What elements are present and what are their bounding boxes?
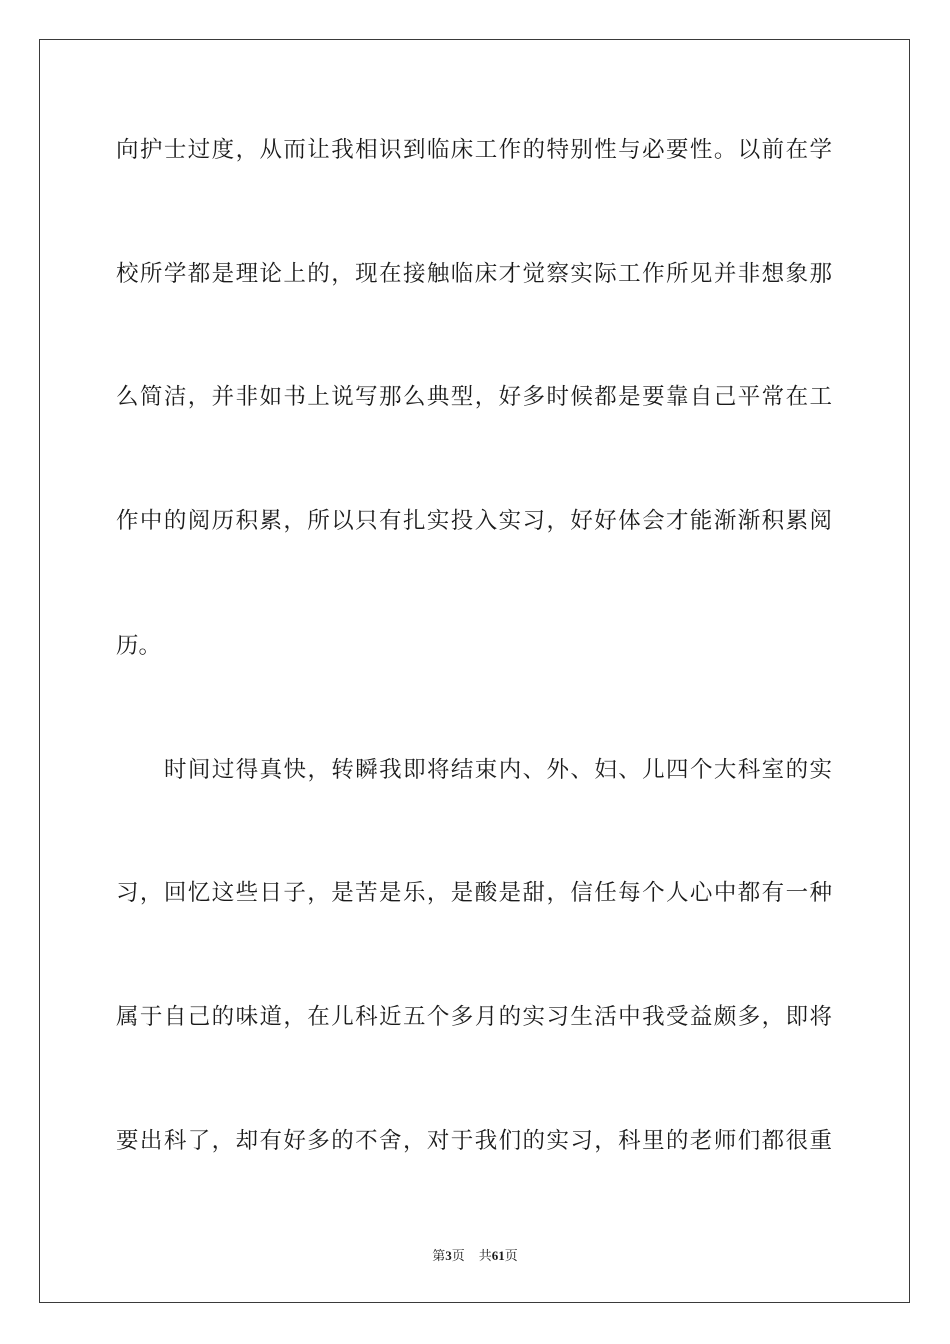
text-line: 时间过得真快，转瞬我即将结束内、外、妇、儿四个大科室的实 [164,757,832,783]
text-line: 历。 [116,633,162,659]
text-line: 作中的阅历积累，所以只有扎实投入实习，好好体会才能渐渐积累阅 [116,508,832,534]
total-prefix: 共 [478,1249,492,1264]
page-footer [0,1247,950,1266]
text-line: 校所学都是理论上的，现在接触临床才觉察实际工作所见并非想象那 [116,261,832,287]
page-prefix: 第 [432,1249,446,1264]
text-line: 属于自己的味道，在儿科近五个多月的实习生活中我受益颇多，即将 [116,1004,832,1030]
text-line: 么简洁，并非如书上说写那么典型，好多时候都是要靠自己平常在工 [116,384,832,410]
page-frame [39,39,910,1303]
total-suffix: 页 [504,1249,518,1264]
text-line: 要出科了，却有好多的不舍，对于我们的实习，科里的老师们都很重 [116,1128,832,1154]
page-number: 3 [445,1248,452,1263]
text-line: 习，回忆这些日子，是苦是乐，是酸是甜，信任每个人心中都有一种 [116,880,832,906]
total-pages: 61 [491,1248,505,1263]
page-suffix: 页 [451,1249,465,1264]
text-line: 向护士过度，从而让我相识到临床工作的特别性与必要性。以前在学 [116,137,832,163]
